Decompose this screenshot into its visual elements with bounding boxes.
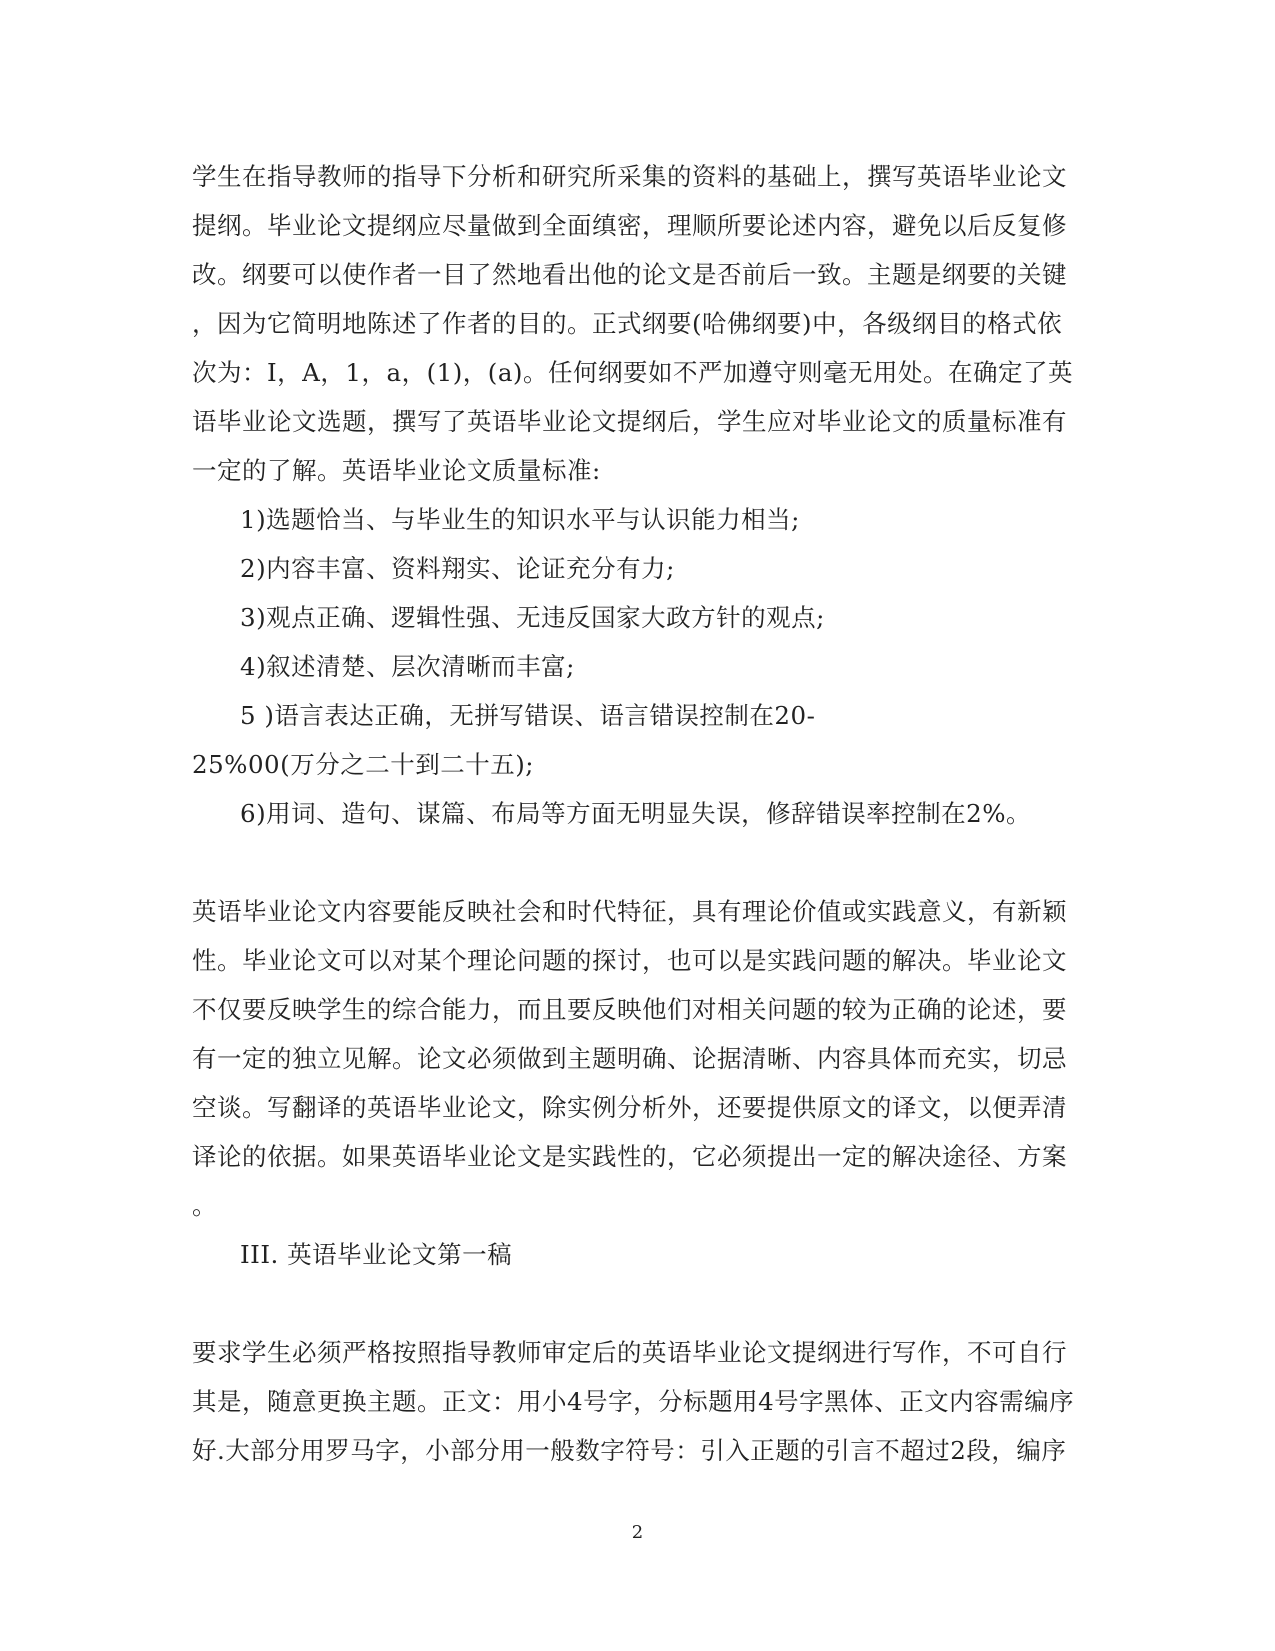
list-item: 6)用词、造句、谋篇、布局等方面无明显失误，修辞错误率控制在2%。 (240, 799, 1032, 828)
list-item: 2)内容丰富、资料翔实、论证充分有力; (240, 554, 675, 583)
paragraph-first-draft (192, 1328, 1075, 1475)
list-item: 5 )语言表达正确，无拼写错误、语言错误控制在20- (240, 701, 816, 730)
paragraph-spacer (192, 1279, 1072, 1328)
text-line: 好.大部分用罗马字，小部分用一般数字符号：引入正题的引言不超过2段，编序 (192, 1436, 1067, 1465)
text-line: 空谈。写翻译的英语毕业论文，除实例分析外，还要提供原文的译文，以便弄清 (192, 1093, 1067, 1122)
text-line: 性。毕业论文可以对某个理论问题的探讨，也可以是实践问题的解决。毕业论文 (192, 946, 1067, 975)
quality-standards-list (192, 495, 1072, 838)
text-line: 改。纲要可以使作者一目了然地看出他的论文是否前后一致。主题是纲要的关键 (192, 260, 1067, 289)
text-line: 要求学生必须严格按照指导教师审定后的英语毕业论文提纲进行写作，不可自行 (192, 1338, 1067, 1367)
text-line: ，因为它简明地陈述了作者的目的。正式纲要(哈佛纲要)中，各级纲目的格式依 (192, 309, 1063, 338)
text-line: 学生在指导教师的指导下分析和研究所采集的资料的基础上，撰写英语毕业论文 (192, 162, 1067, 191)
text-line: 。 (192, 1191, 217, 1220)
text-line: 次为：I，A，1，a，(1)，(a)。任何纲要如不严加遵守则毫无用处。在确定了英 (192, 358, 1073, 387)
text-line: 有一定的独立见解。论文必须做到主题明确、论据清晰、内容具体而充实，切忌 (192, 1044, 1067, 1073)
text-line: 语毕业论文选题，撰写了英语毕业论文提纲后，学生应对毕业论文的质量标准有 (192, 407, 1067, 436)
list-item: 1)选题恰当、与毕业生的知识水平与认识能力相当; (240, 505, 800, 534)
list-item: 3)观点正确、逻辑性强、无违反国家大政方针的观点; (240, 603, 825, 632)
paragraph-outline (192, 152, 1072, 495)
paragraph-spacer (192, 838, 1072, 887)
list-item-continuation: 25%00(万分之二十到二十五); (192, 750, 535, 779)
document-body (192, 152, 1075, 1475)
text-line: 译论的依据。如果英语毕业论文是实践性的，它必须提出一定的解决途径、方案 (192, 1142, 1067, 1171)
text-line: 一定的了解。英语毕业论文质量标准: (192, 456, 601, 485)
section-heading: III. 英语毕业论文第一稿 (240, 1240, 513, 1269)
text-line: 其是，随意更换主题。正文：用小4号字，分标题用4号字黑体、正文内容需编序 (192, 1387, 1075, 1416)
text-line: 英语毕业论文内容要能反映社会和时代特征，具有理论价值或实践意义，有新颖 (192, 897, 1067, 926)
page-number: 2 (631, 1522, 644, 1543)
text-line: 不仅要反映学生的综合能力，而且要反映他们对相关问题的较为正确的论述，要 (192, 995, 1067, 1024)
list-item: 4)叙述清楚、层次清晰而丰富; (240, 652, 575, 681)
paragraph-content (192, 887, 1072, 1230)
text-line: 提纲。毕业论文提纲应尽量做到全面缜密，理顺所要论述内容，避免以后反复修 (192, 211, 1067, 240)
